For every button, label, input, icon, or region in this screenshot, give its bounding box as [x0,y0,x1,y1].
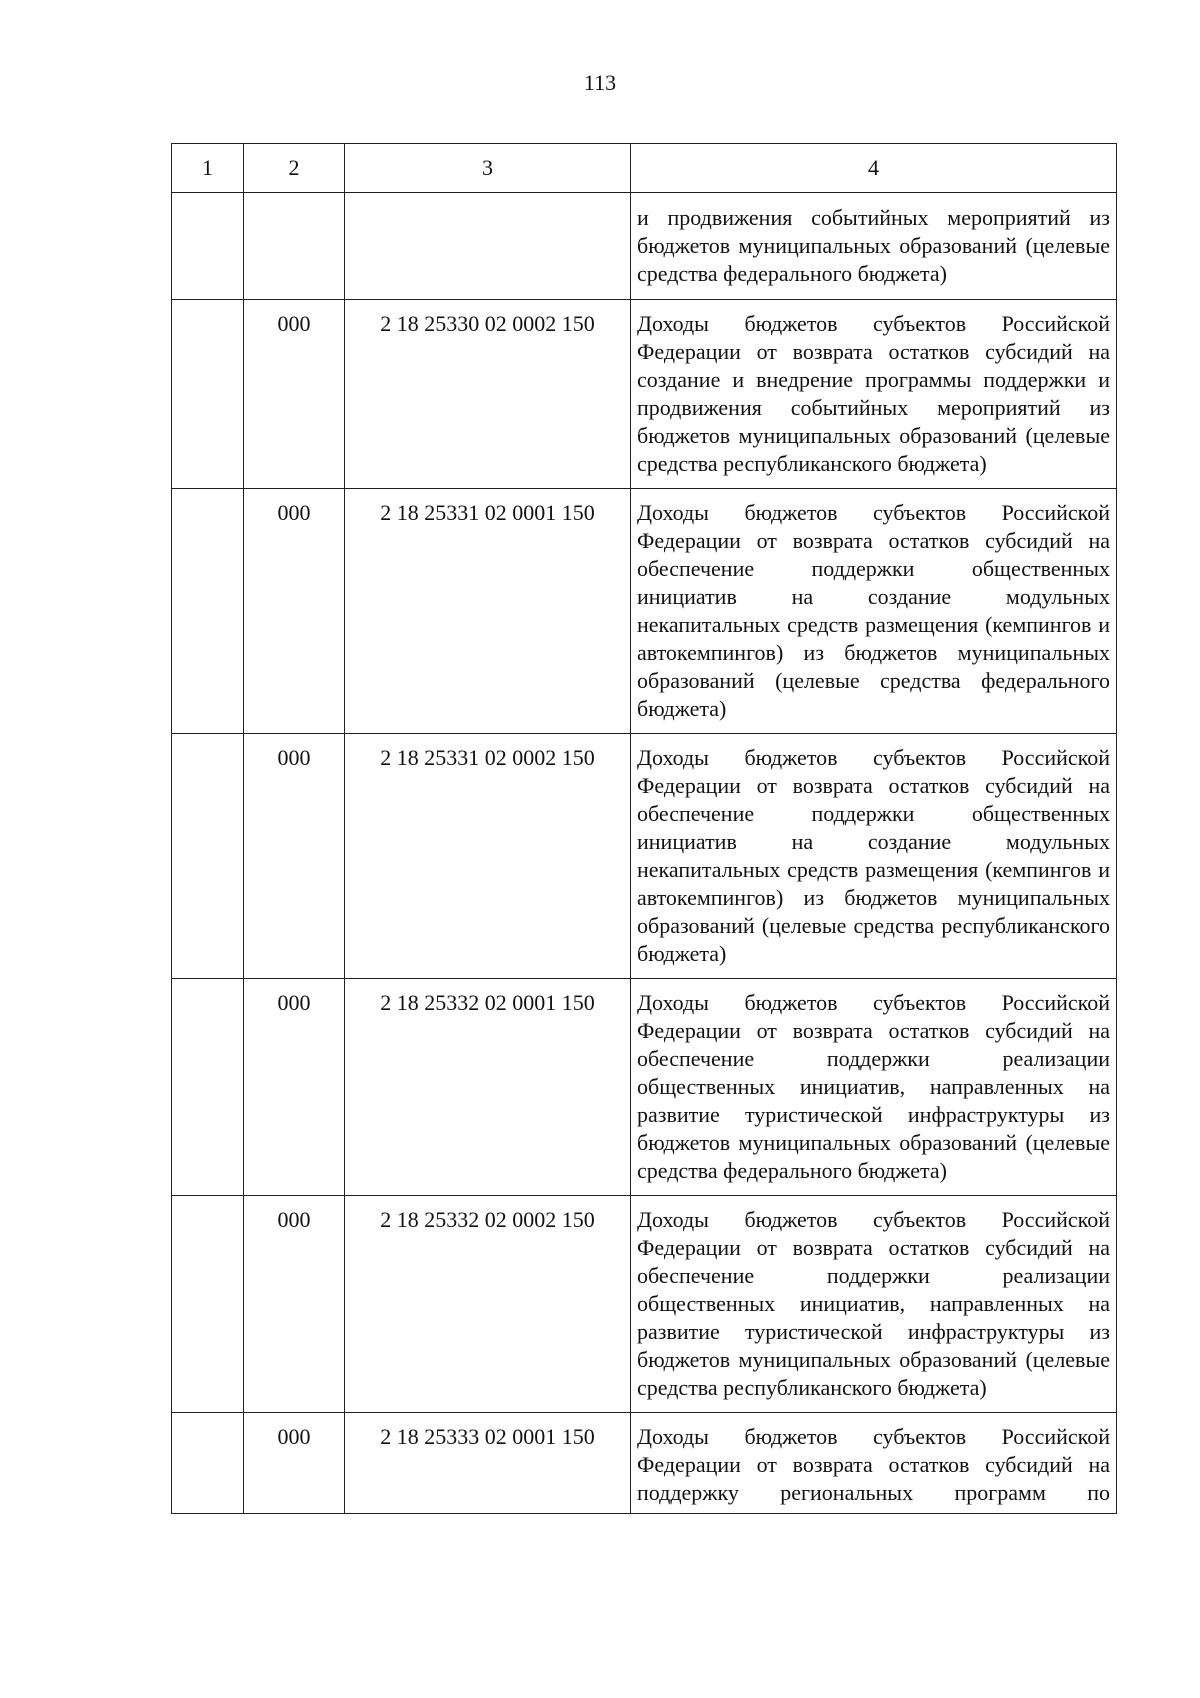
description-cell: Доходы бюджетов субъектов Российской Федерации от возврата остатков субсидий на создание и внедрение программы поддержки и продвижения событийных мероприятий из бюджетов муниципальных образований (целевые средства республиканского бюджета) [631,300,1117,489]
class-code-cell: 2 18 25332 02 0001 150 [345,979,631,1196]
class-code-cell: 2 18 25330 02 0002 150 [345,300,631,489]
description-cell: Доходы бюджетов субъектов Российской Федерации от возврата остатков субсидий на обеспечение поддержки реализации общественных инициатив, направленных на развитие туристической инфраструктуры из бюджетов муниципальных образований (целевые средства федерального бюджета) [631,979,1117,1196]
table-row [172,300,1117,489]
column-1-cell [172,1196,244,1413]
header-row [172,144,1117,193]
column-1-cell [172,1413,244,1514]
column-header-3: 3 [345,144,631,193]
table-row [172,734,1117,979]
table-row [172,1196,1117,1413]
description-cell: Доходы бюджетов субъектов Российской Федерации от возврата остатков субсидий на обеспечение поддержки общественных инициатив на создание модульных некапитальных средств размещения (кемпингов и автокемпингов) из бюджетов муниципальных образований (целевые средства республиканского бюджета) [631,734,1117,979]
admin-code-cell: 000 [244,1413,345,1514]
class-code-cell: 2 18 25331 02 0002 150 [345,734,631,979]
continuation-row [172,193,1117,300]
admin-code-cell: 000 [244,300,345,489]
table-row [172,1413,1117,1514]
admin-code-cell [244,193,345,300]
admin-code-cell: 000 [244,1196,345,1413]
description-cell: Доходы бюджетов субъектов Российской Федерации от возврата остатков субсидий на поддержку региональных программ по [631,1413,1117,1514]
class-code-cell [345,193,631,300]
page-number: 113 [583,70,617,95]
column-1-cell [172,489,244,734]
column-1-cell [172,734,244,979]
budget-classification-table [171,143,1117,1514]
column-header-4: 4 [631,144,1117,193]
admin-code-cell: 000 [244,979,345,1196]
admin-code-cell: 000 [244,734,345,979]
admin-code-cell: 000 [244,489,345,734]
class-code-cell: 2 18 25331 02 0001 150 [345,489,631,734]
table-row [172,489,1117,734]
column-1-cell [172,193,244,300]
description-cell: Доходы бюджетов субъектов Российской Федерации от возврата остатков субсидий на обеспечение поддержки общественных инициатив на создание модульных некапитальных средств размещения (кемпингов и автокемпингов) из бюджетов муниципальных образований (целевые средства федерального бюджета) [631,489,1117,734]
column-1-cell [172,979,244,1196]
class-code-cell: 2 18 25333 02 0001 150 [345,1413,631,1514]
column-1-cell [172,300,244,489]
description-cell: Доходы бюджетов субъектов Российской Федерации от возврата остатков субсидий на обеспечение поддержки реализации общественных инициатив, направленных на развитие туристической инфраструктуры из бюджетов муниципальных образований (целевые средства республиканского бюджета) [631,1196,1117,1413]
column-header-2: 2 [244,144,345,193]
description-cell: и продвижения событийных мероприятий из бюджетов муниципальных образований (целевые средства федерального бюджета) [631,193,1117,300]
column-header-1: 1 [172,144,244,193]
class-code-cell: 2 18 25332 02 0002 150 [345,1196,631,1413]
table-row [172,979,1117,1196]
